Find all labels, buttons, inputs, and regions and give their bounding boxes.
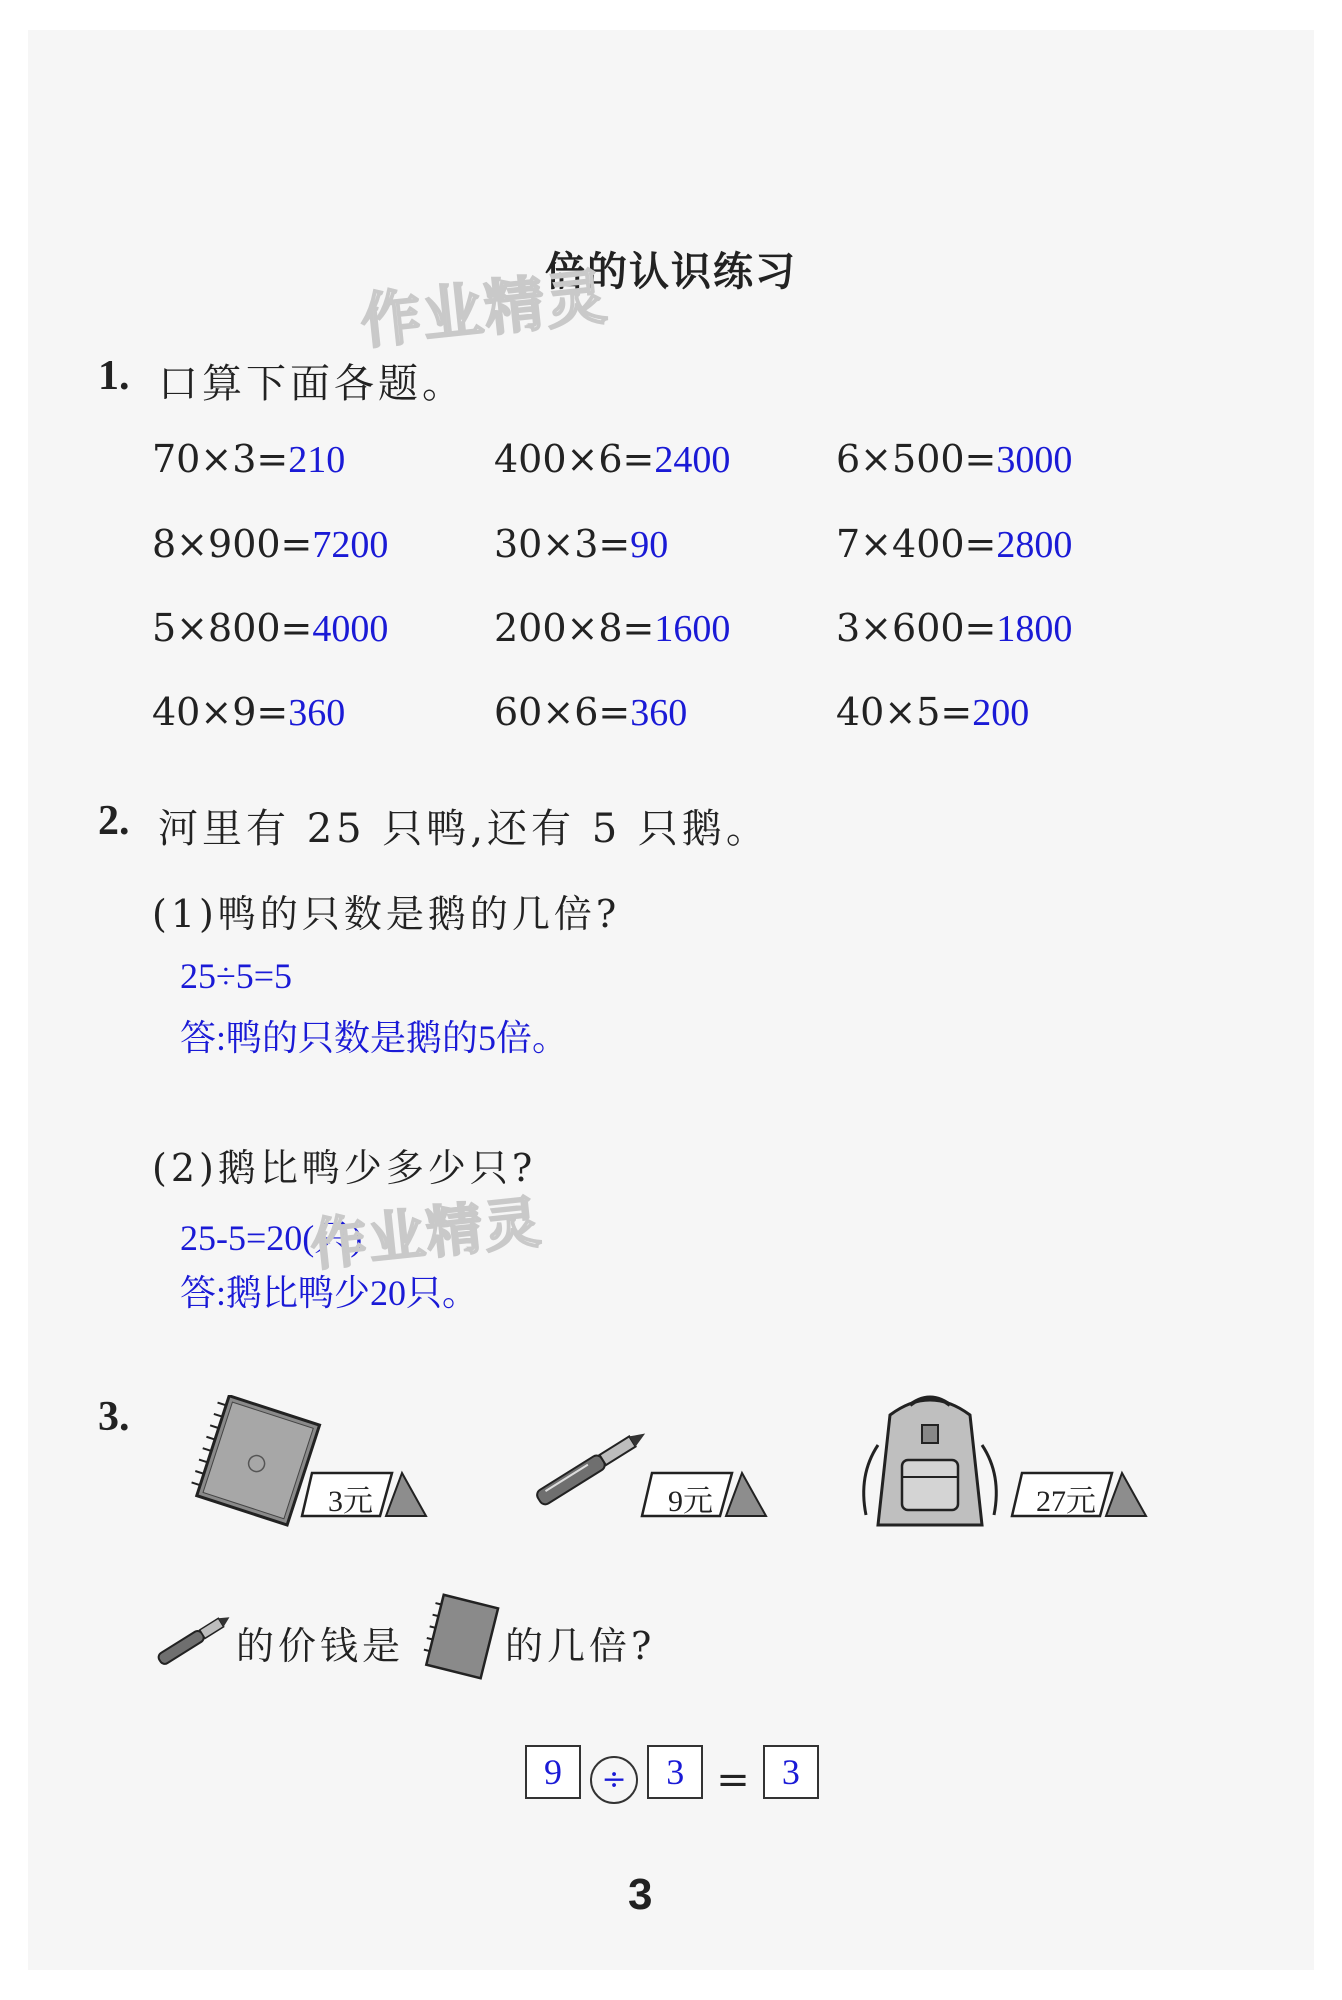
- calc-answer: 210: [288, 439, 346, 481]
- calc-expression: 70×3=: [152, 437, 289, 481]
- q2-sub1-calc: 25÷5=5: [180, 956, 293, 996]
- watermark-top: 作业精灵: [357, 262, 612, 358]
- page-number: 3: [628, 1870, 653, 1919]
- q2-prompt: 河里有 25 只鸭,还有 5 只鹅。: [158, 806, 770, 852]
- calc-item: [152, 437, 345, 482]
- calc-answer: 1600: [654, 608, 731, 650]
- calc-answer: 4000: [312, 608, 389, 650]
- calc-expression: 30×3=: [494, 522, 631, 566]
- calc-item: [494, 606, 730, 651]
- calc-item: [836, 606, 1072, 651]
- calc-answer: 360: [288, 692, 346, 734]
- calc-item: [152, 606, 388, 651]
- eq-operator-circle: ÷: [590, 1756, 638, 1804]
- calc-expression: 40×5=: [836, 690, 973, 734]
- q3-question-part1: 的价钱是: [236, 1624, 405, 1668]
- q1-prompt: 口算下面各题。: [158, 361, 466, 407]
- calc-answer: 1800: [996, 608, 1073, 650]
- page-title: 倍的认识练习: [545, 249, 797, 295]
- calc-item: [494, 690, 687, 735]
- eq-box-b: 3: [647, 1745, 703, 1799]
- calc-item: [152, 690, 345, 735]
- pen-icon: [520, 1418, 660, 1518]
- q2-sub2-calc: 25-5=20(只): [180, 1218, 363, 1258]
- calc-expression: 5×800=: [152, 606, 313, 650]
- calc-item: [836, 437, 1072, 482]
- q2-sub1-answer: 答:鸭的只数是鹅的5倍。: [180, 1018, 569, 1058]
- notebook-small-icon: [418, 1590, 502, 1685]
- calc-answer: 90: [630, 524, 669, 566]
- price-backpack: 27元: [1036, 1485, 1096, 1518]
- eq-equals: =: [716, 1756, 750, 1803]
- q3-number: 3.: [98, 1394, 130, 1440]
- calc-expression: 8×900=: [152, 522, 313, 566]
- q2-number: 2.: [98, 798, 130, 844]
- q3-question-part2: 的几倍?: [505, 1624, 656, 1668]
- calc-expression: 7×400=: [836, 522, 997, 566]
- calc-item: [836, 522, 1072, 567]
- calc-answer: 360: [630, 692, 688, 734]
- calc-expression: 3×600=: [836, 606, 997, 650]
- calc-item: [494, 437, 730, 482]
- calc-answer: 200: [972, 692, 1030, 734]
- calc-expression: 6×500=: [836, 437, 997, 481]
- calc-expression: 400×6=: [494, 437, 655, 481]
- pen-small-icon: [150, 1605, 236, 1675]
- calc-expression: 60×6=: [494, 690, 631, 734]
- eq-box-a: 9: [525, 1745, 581, 1799]
- calc-item: [494, 522, 668, 567]
- page-background: [28, 30, 1314, 1970]
- q1-number: 1.: [98, 353, 130, 399]
- calc-expression: 200×8=: [494, 606, 655, 650]
- calc-item: [836, 690, 1029, 735]
- eq-box-result: 3: [763, 1745, 819, 1799]
- q2-sub2-answer: 答:鹅比鸭少20只。: [180, 1273, 479, 1313]
- calc-answer: 2800: [996, 524, 1073, 566]
- calc-answer: 7200: [312, 524, 389, 566]
- watermark-middle: 作业精灵: [307, 1190, 546, 1279]
- q3-equation: [525, 1745, 819, 1804]
- calc-answer: 3000: [996, 439, 1073, 481]
- price-pen: 9元: [668, 1485, 713, 1518]
- q2-sub2-question: (2)鹅比鸭少多少只?: [152, 1146, 537, 1190]
- calc-expression: 40×9=: [152, 690, 289, 734]
- backpack-icon: [850, 1385, 1010, 1535]
- q2-sub1-question: (1)鸭的只数是鹅的几倍?: [152, 892, 621, 936]
- calc-answer: 2400: [654, 439, 731, 481]
- price-notebook: 3元: [328, 1485, 373, 1518]
- calc-item: [152, 522, 388, 567]
